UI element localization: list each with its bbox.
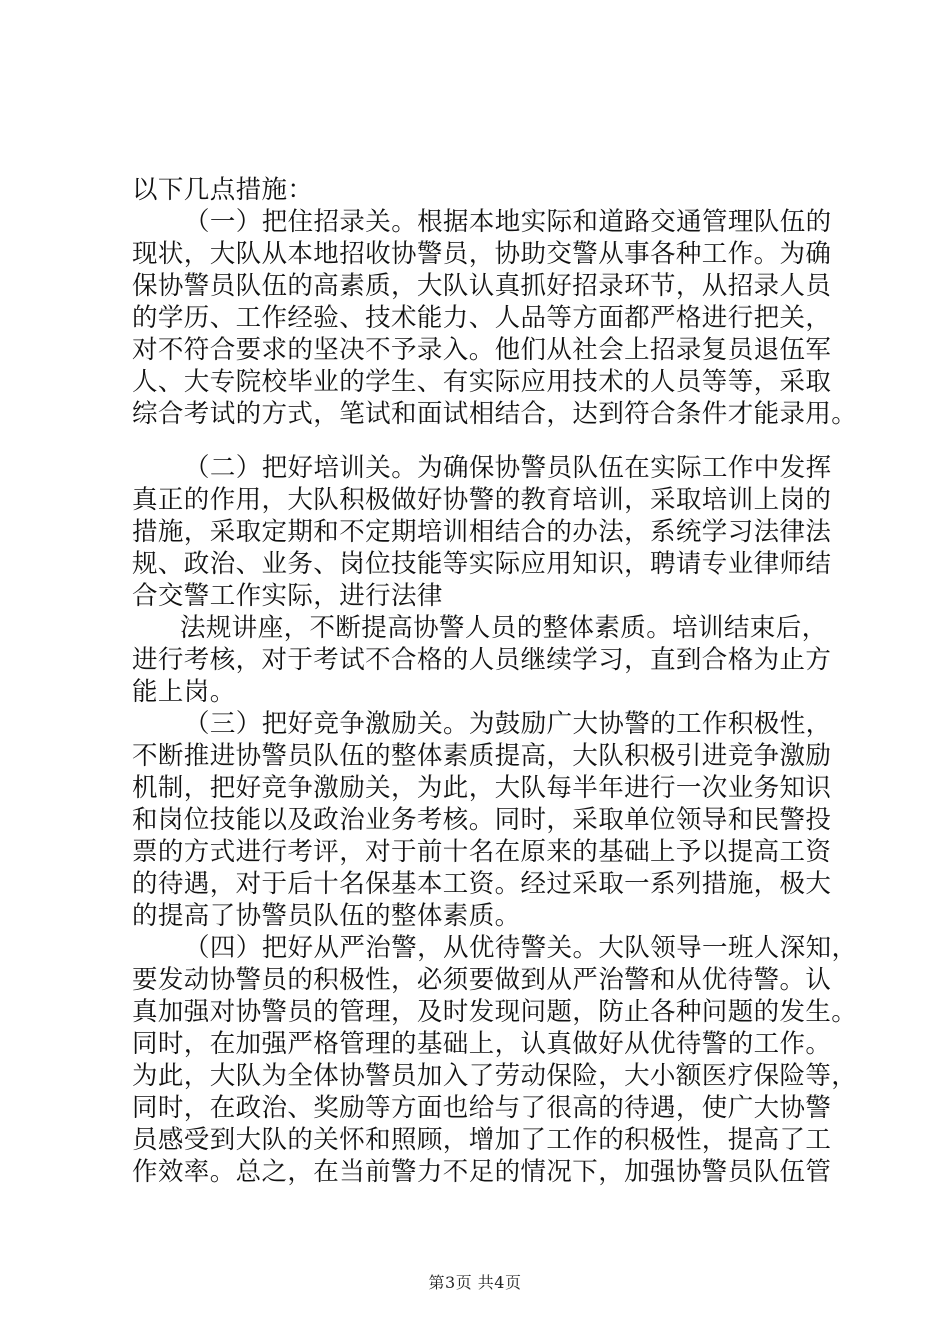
text-line: 为此，大队为全体协警员加入了劳动保险，大小额医疗保险等， (132, 1061, 858, 1091)
text-line: （二）把好培训关。为确保协警员队伍在实际工作中发挥 (184, 453, 832, 483)
text-line: 能上岗。 (132, 677, 236, 707)
text-line: 同时，在政治、奖励等方面也给与了很高的待遇，使广大协警 (132, 1093, 832, 1123)
text-line: 作效率。总之，在当前警力不足的情况下，加强协警员队伍管 (132, 1157, 832, 1187)
text-line: （四）把好从严治警，从优待警关。大队领导一班人深知， (184, 933, 858, 963)
text-line: （三）把好竞争激励关。为鼓励广大协警的工作积极性， (184, 709, 832, 739)
text-line: 真正的作用，大队积极做好协警的教育培训，采取培训上岗的 (132, 485, 832, 515)
text-line: 同时，在加强严格管理的基础上，认真做好从优待警的工作。 (132, 1029, 832, 1059)
text-line: 的待遇，对于后十名保基本工资。经过采取一系列措施，极大 (132, 869, 832, 899)
text-line: 机制，把好竞争激励关，为此，大队每半年进行一次业务知识 (132, 773, 832, 803)
text-line: 措施，采取定期和不定期培训相结合的办法，系统学习法律法 (132, 517, 832, 547)
text-line: （一）把住招录关。根据本地实际和道路交通管理队伍的 (184, 207, 832, 237)
text-line: 对不符合要求的坚决不予录入。他们从社会上招录复员退伍军 (132, 335, 832, 365)
text-line: 不断推进协警员队伍的整体素质提高，大队积极引进竞争激励 (132, 741, 832, 771)
text-line: 的提高了协警员队伍的整体素质。 (132, 901, 521, 931)
text-line: 保协警员队伍的高素质，大队认真抓好招录环节，从招录人员 (132, 271, 832, 301)
page-number-footer: 第3页 共4页 (428, 1273, 522, 1292)
text-line: 票的方式进行考评，对于前十名在原来的基础上予以提高工资 (132, 837, 832, 867)
text-line: 规、政治、业务、岗位技能等实际应用知识，聘请专业律师结 (132, 549, 832, 579)
text-line: 要发动协警员的积极性，必须要做到从严治警和从优待警。认 (132, 965, 832, 995)
text-line: 进行考核，对于考试不合格的人员继续学习，直到合格为止方 (132, 645, 832, 675)
text-line: 和岗位技能以及政治业务考核。同时，采取单位领导和民警投 (132, 805, 832, 835)
text-line: 真加强对协警员的管理，及时发现问题，防止各种问题的发生。 (132, 997, 858, 1027)
text-line: 以下几点措施： (132, 175, 314, 205)
text-line: 员感受到大队的关怀和照顾，增加了工作的积极性，提高了工 (132, 1125, 832, 1155)
text-line: 综合考试的方式，笔试和面试相结合，达到符合条件才能录用。 (132, 399, 858, 429)
text-line: 现状，大队从本地招收协警员，协助交警从事各种工作。为确 (132, 239, 832, 269)
text-line: 法规讲座，不断提高协警人员的整体素质。培训结束后， (180, 613, 828, 643)
text-line: 合交警工作实际，进行法律 (132, 581, 443, 611)
text-line: 的学历、工作经验、技术能力、人品等方面都严格进行把关， (132, 303, 832, 333)
text-line: 人、大专院校毕业的学生、有实际应用技术的人员等等，采取 (132, 367, 832, 397)
